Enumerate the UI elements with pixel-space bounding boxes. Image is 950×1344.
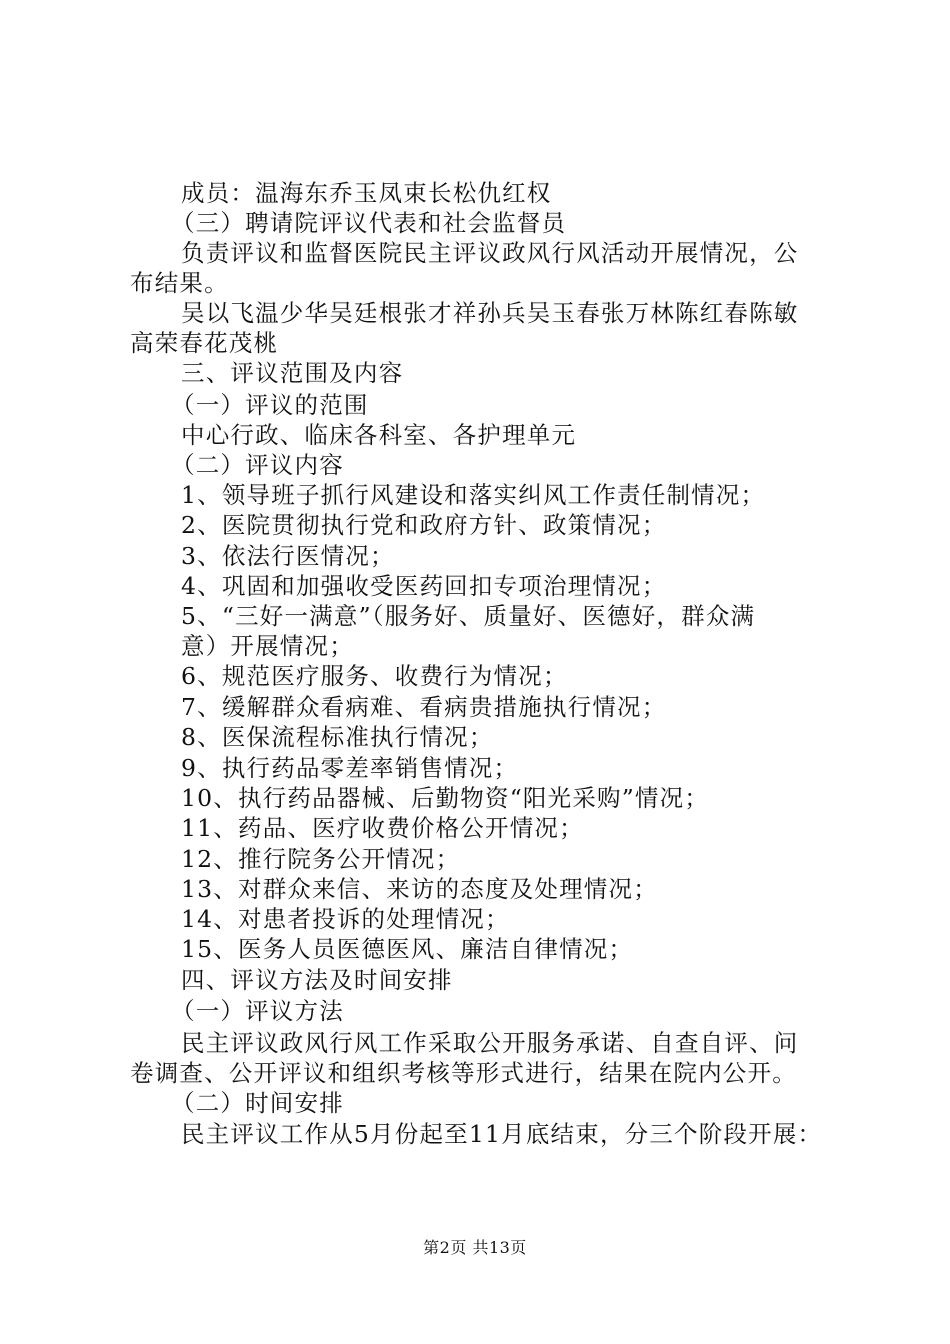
- list-item: 6、规范医疗服务、收费行为情况；: [181, 662, 568, 690]
- list-item: 2、医院贯彻执行党和政府方针、政策情况；: [181, 511, 667, 539]
- paragraph-line: 卷调查、公开评议和组织考核等形式进行，结果在院内公开。: [130, 1059, 797, 1087]
- subsection-heading: （二）时间安排: [171, 1089, 344, 1117]
- list-item: 14、对患者投诉的处理情况；: [181, 905, 510, 933]
- list-item: 1、领导班子抓行风建设和落实纠风工作责任制情况；: [181, 481, 766, 509]
- section-heading: 三、评议范围及内容: [181, 359, 404, 387]
- names-line: 吴以飞温少华吴廷根张才祥孙兵吴玉春张万林陈红春陈敏: [181, 299, 799, 327]
- list-item: 13、对群众来信、来访的态度及处理情况；: [181, 875, 658, 903]
- list-item-continuation: 意）开展情况；: [181, 632, 354, 660]
- list-item: 3、依法行医情况；: [181, 542, 395, 570]
- paragraph-line: 中心行政、临床各科室、各护理单元: [181, 421, 577, 449]
- list-item: 10、执行药品器械、后勤物资“阳光采购”情况；: [181, 784, 710, 812]
- section-heading-3: （三）聘请院评议代表和社会监督员: [171, 209, 567, 237]
- subsection-heading: （二）评议内容: [171, 451, 344, 479]
- list-item: 4、巩固和加强收受医药回扣专项治理情况；: [181, 572, 667, 600]
- paragraph-line: 民主评议政风行风工作采取公开服务承诺、自查自评、问: [181, 1029, 799, 1057]
- section-heading: 四、评议方法及时间安排: [181, 966, 453, 994]
- list-item: 8、医保流程标准执行情况；: [181, 723, 494, 751]
- list-item: 11、药品、医疗收费价格公开情况；: [181, 814, 584, 842]
- paragraph-line: 民主评议工作从5月份起至11月底结束，分三个阶段开展：: [181, 1120, 823, 1148]
- members-line: 成员：温海东乔玉凤束长松仇红权: [181, 179, 552, 207]
- list-item: 7、缓解群众看病难、看病贵措施执行情况；: [181, 693, 667, 721]
- paragraph-line: 布结果。: [130, 269, 229, 297]
- list-item: 12、推行院务公开情况；: [181, 845, 461, 873]
- list-item: 9、执行药品零差率销售情况；: [181, 754, 519, 782]
- page-footer: 第2页 共13页: [423, 1238, 527, 1257]
- subsection-heading: （一）评议的范围: [171, 391, 369, 419]
- list-item: 5、“三好一满意”（服务好、质量好、医德好，群众满: [181, 602, 756, 630]
- list-item: 15、医务人员医德医风、廉洁自律情况；: [181, 935, 634, 963]
- names-line: 高荣春花茂桃: [130, 329, 279, 357]
- paragraph-line: 负责评议和监督医院民主评议政风行风活动开展情况，公: [181, 239, 799, 267]
- subsection-heading: （一）评议方法: [171, 997, 344, 1025]
